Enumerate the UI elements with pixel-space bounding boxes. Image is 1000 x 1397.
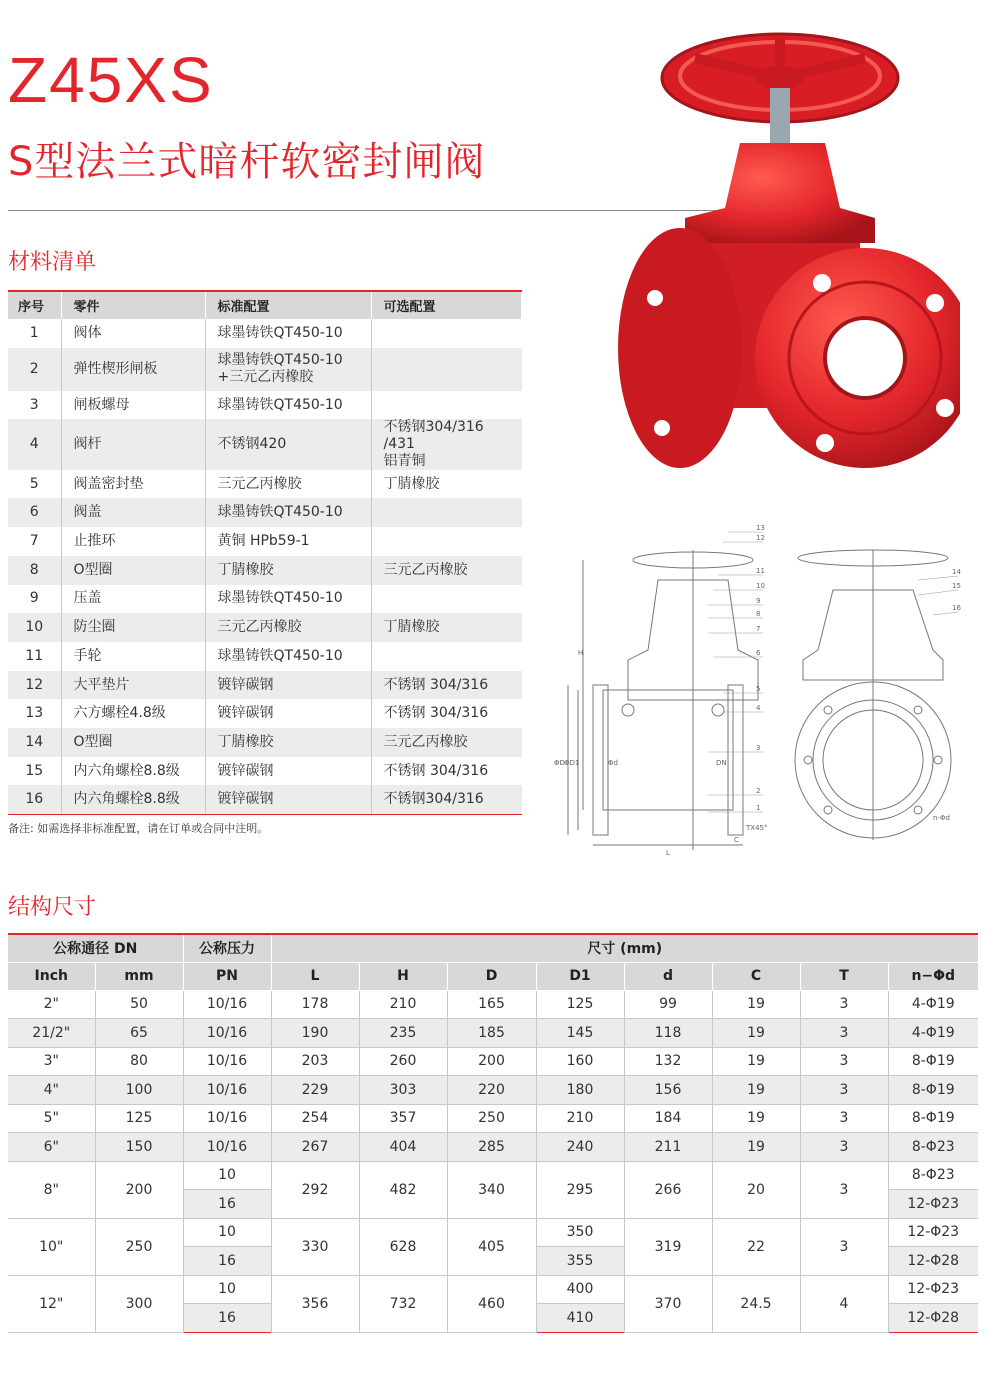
row-standard-line2: +三元乙丙橡胶	[217, 369, 314, 386]
cell-pn: 10/16	[183, 1047, 271, 1076]
cell-c: 22	[712, 1218, 800, 1275]
col-header-t: T	[800, 962, 888, 990]
table-row	[8, 1133, 978, 1162]
drawing-label-7: 7	[756, 625, 761, 633]
table-row	[8, 990, 978, 1019]
drawing-label-3: 3	[756, 744, 761, 752]
cell-inch: 5"	[8, 1104, 95, 1133]
drawing-dim-d1: ΦD1	[564, 759, 580, 767]
cell-d: 250	[447, 1104, 536, 1133]
cell-inch: 3"	[8, 1047, 95, 1076]
cell-pn: 16	[183, 1304, 271, 1333]
drawing-label-11: 11	[756, 567, 765, 575]
cell-h: 404	[359, 1133, 447, 1162]
table-row	[8, 1275, 978, 1304]
row-no: 9	[8, 585, 61, 614]
drawing-dim-n-d: n-Φd	[933, 814, 950, 822]
cell-d: 220	[447, 1076, 536, 1105]
row-part: 阀盖	[61, 498, 205, 527]
col-header-l: L	[271, 962, 359, 990]
col-header-inch: Inch	[8, 962, 95, 990]
materials-header-row	[8, 291, 522, 319]
cell-pn: 16	[183, 1247, 271, 1276]
table-row	[8, 1076, 978, 1105]
row-standard: 三元乙丙橡胶	[205, 613, 371, 642]
drawing-label-8: 8	[756, 610, 761, 618]
cell-small-d: 370	[624, 1275, 712, 1332]
row-no: 14	[8, 728, 61, 757]
cell-n-d: 12-Φ28	[888, 1247, 978, 1276]
cell-mm: 100	[95, 1076, 183, 1105]
cell-mm: 200	[95, 1161, 183, 1218]
cell-inch: 21/2"	[8, 1019, 95, 1048]
row-standard-line1: 球墨铸铁QT450-10	[217, 352, 343, 369]
cell-t: 3	[800, 1076, 888, 1105]
cell-d1: 295	[536, 1161, 624, 1218]
drawing-dim-c: C	[734, 836, 739, 844]
cell-pn: 10/16	[183, 1133, 271, 1162]
table-row	[8, 419, 522, 469]
row-standard: 丁腈橡胶	[205, 556, 371, 585]
row-part: O型圈	[61, 556, 205, 585]
dimensions-group-header-row	[8, 934, 978, 962]
row-no: 8	[8, 556, 61, 585]
cell-mm: 65	[95, 1019, 183, 1048]
product-title: S型法兰式暗杆软密封闸阀	[8, 139, 486, 185]
cell-d: 405	[447, 1218, 536, 1275]
cell-t: 3	[800, 1161, 888, 1218]
cell-c: 20	[712, 1161, 800, 1218]
table-row	[8, 1104, 978, 1133]
col-header-c: C	[712, 962, 800, 990]
dimensions-section-title: 结构尺寸	[8, 895, 97, 920]
cell-pn: 10	[183, 1275, 271, 1304]
cell-n-d: 8-Φ23	[888, 1133, 978, 1162]
cell-small-d: 266	[624, 1161, 712, 1218]
cell-d1: 410	[536, 1304, 624, 1333]
cell-small-d: 156	[624, 1076, 712, 1105]
table-row	[8, 671, 522, 700]
row-no: 15	[8, 757, 61, 786]
table-row	[8, 1047, 978, 1076]
cell-inch: 6"	[8, 1133, 95, 1162]
cell-small-d: 319	[624, 1218, 712, 1275]
row-optional-line2: 铝青铜	[383, 452, 426, 469]
cell-h: 628	[359, 1218, 447, 1275]
cell-d: 185	[447, 1019, 536, 1048]
cell-l: 356	[271, 1275, 359, 1332]
row-part: 闸板螺母	[61, 391, 205, 420]
materials-table	[8, 290, 522, 815]
cell-d1: 145	[536, 1019, 624, 1048]
row-standard: 镀锌碳钢	[205, 699, 371, 728]
drawing-label-6: 6	[756, 649, 761, 657]
col-header-d1: D1	[536, 962, 624, 990]
row-standard	[205, 348, 371, 391]
cell-n-d: 12-Φ28	[888, 1304, 978, 1333]
cell-l: 203	[271, 1047, 359, 1076]
drawing-label-4: 4	[756, 704, 761, 712]
col-header-h: H	[359, 962, 447, 990]
cell-l: 229	[271, 1076, 359, 1105]
row-standard: 球墨铸铁QT450-10	[205, 642, 371, 671]
dimensions-header-row	[8, 962, 978, 990]
row-part: 内六角螺栓8.8级	[61, 785, 205, 814]
cell-c: 19	[712, 1019, 800, 1048]
cell-h: 235	[359, 1019, 447, 1048]
cell-mm: 125	[95, 1104, 183, 1133]
table-row	[8, 757, 522, 786]
cell-l: 330	[271, 1218, 359, 1275]
cell-d: 340	[447, 1161, 536, 1218]
cell-h: 357	[359, 1104, 447, 1133]
drawing-label-16: 16	[952, 604, 961, 612]
cell-t: 4	[800, 1275, 888, 1332]
row-part: 内六角螺栓8.8级	[61, 757, 205, 786]
cell-n-d: 4-Φ19	[888, 1019, 978, 1048]
row-optional: 丁腈橡胶	[371, 613, 522, 642]
cell-d1: 180	[536, 1076, 624, 1105]
cell-d1: 240	[536, 1133, 624, 1162]
cell-l: 178	[271, 990, 359, 1019]
drawing-label-5: 5	[756, 685, 761, 693]
row-optional: 不锈钢 304/316	[383, 705, 489, 722]
table-row	[8, 319, 522, 348]
cell-pn: 10/16	[183, 1076, 271, 1105]
table-row	[8, 348, 522, 391]
cell-t: 3	[800, 1133, 888, 1162]
table-row	[8, 556, 522, 585]
row-standard: 不锈钢420	[205, 419, 371, 469]
cell-n-d: 8-Φ23	[888, 1161, 978, 1190]
cell-h: 260	[359, 1047, 447, 1076]
materials-section-title: 材料清单	[8, 250, 97, 275]
table-row	[8, 498, 522, 527]
cell-c: 24.5	[712, 1275, 800, 1332]
row-standard: 镀锌碳钢	[205, 757, 371, 786]
row-standard: 球墨铸铁QT450-10	[205, 391, 371, 420]
cell-small-d: 184	[624, 1104, 712, 1133]
valve-technical-drawing	[548, 520, 968, 865]
row-no: 12	[8, 671, 61, 700]
cell-l: 267	[271, 1133, 359, 1162]
row-part: 阀盖密封垫	[61, 470, 205, 499]
drawing-label-10: 10	[756, 582, 765, 590]
cell-n-d: 8-Φ19	[888, 1076, 978, 1105]
cell-t: 3	[800, 1047, 888, 1076]
col-header-part: 零件	[61, 291, 205, 319]
cell-c: 19	[712, 990, 800, 1019]
row-standard: 镀锌碳钢	[205, 785, 371, 814]
cell-d1: 350	[536, 1218, 624, 1247]
table-row	[8, 613, 522, 642]
cell-pn: 10	[183, 1218, 271, 1247]
row-optional: 三元乙丙橡胶	[371, 556, 522, 585]
row-part: 阀杆	[61, 419, 205, 469]
col-header-d: D	[447, 962, 536, 990]
model-number: Z45XS	[8, 44, 214, 116]
col-header-pn: PN	[183, 962, 271, 990]
row-no: 16	[8, 785, 61, 814]
cell-d1: 125	[536, 990, 624, 1019]
cell-pn: 10/16	[183, 990, 271, 1019]
cell-c: 19	[712, 1133, 800, 1162]
row-part: 防尘圈	[61, 613, 205, 642]
cell-l: 190	[271, 1019, 359, 1048]
cell-n-d: 12-Φ23	[888, 1190, 978, 1219]
col-header-no: 序号	[8, 291, 61, 319]
cell-t: 3	[800, 1104, 888, 1133]
row-part: 弹性楔形闸板	[61, 348, 205, 391]
valve-product-photo	[600, 18, 960, 503]
cell-inch: 2"	[8, 990, 95, 1019]
cell-mm: 150	[95, 1133, 183, 1162]
col-header-standard: 标准配置	[205, 291, 371, 319]
row-standard: 球墨铸铁QT450-10	[205, 585, 371, 614]
cell-n-d: 8-Φ19	[888, 1047, 978, 1076]
drawing-dim-h: H	[578, 649, 584, 657]
group-header-pn: 公称压力	[183, 934, 271, 962]
row-part: 六方螺栓4.8级	[61, 699, 205, 728]
group-header-dn: 公称通径 DN	[8, 934, 183, 962]
table-row	[8, 585, 522, 614]
table-row	[8, 1019, 978, 1048]
col-header-small-d: d	[624, 962, 712, 990]
cell-d: 285	[447, 1133, 536, 1162]
table-row	[8, 470, 522, 499]
row-optional	[371, 642, 522, 671]
cell-small-d: 132	[624, 1047, 712, 1076]
cell-pn: 10/16	[183, 1019, 271, 1048]
row-optional: 丁腈橡胶	[383, 475, 440, 492]
row-optional	[371, 527, 522, 556]
row-no: 13	[8, 699, 61, 728]
drawing-dim-small-d: Φd	[608, 759, 618, 767]
row-no: 7	[8, 527, 61, 556]
cell-h: 303	[359, 1076, 447, 1105]
row-optional	[371, 585, 522, 614]
cell-h: 732	[359, 1275, 447, 1332]
cell-mm: 250	[95, 1218, 183, 1275]
cell-d: 200	[447, 1047, 536, 1076]
cell-inch: 10"	[8, 1218, 95, 1275]
row-optional: 不锈钢 304/316	[383, 762, 489, 779]
row-standard: 丁腈橡胶	[205, 728, 371, 757]
group-header-size: 尺寸 (mm)	[271, 934, 978, 962]
row-optional: 不锈钢304/316	[371, 785, 522, 814]
materials-note: 备注: 如需选择非标准配置，请在订单或合同中注明。	[8, 822, 269, 835]
row-optional: 三元乙丙橡胶	[371, 728, 522, 757]
row-no: 10	[8, 613, 61, 642]
drawing-label-15: 15	[952, 582, 961, 590]
row-standard: 镀锌碳钢	[205, 671, 371, 700]
cell-d1: 400	[536, 1275, 624, 1304]
cell-n-d: 12-Φ23	[888, 1275, 978, 1304]
row-standard: 黄铜 HPb59-1	[205, 527, 371, 556]
cell-n-d: 4-Φ19	[888, 990, 978, 1019]
drawing-label-13: 13	[756, 524, 765, 532]
drawing-label-14: 14	[952, 568, 961, 576]
row-optional: 不锈钢 304/316	[371, 671, 522, 700]
row-no: 3	[8, 391, 61, 420]
row-optional	[371, 419, 522, 469]
cell-c: 19	[712, 1104, 800, 1133]
row-optional-line1: 不锈钢304/316 /431	[383, 419, 484, 453]
drawing-dim-dn: DN	[716, 759, 727, 767]
cell-l: 292	[271, 1161, 359, 1218]
cell-c: 19	[712, 1047, 800, 1076]
row-no: 4	[8, 419, 61, 469]
cell-mm: 50	[95, 990, 183, 1019]
row-no: 11	[8, 642, 61, 671]
table-row	[8, 1161, 978, 1190]
table-row	[8, 1218, 978, 1247]
drawing-label-12: 12	[756, 534, 765, 542]
drawing-dim-tx45: TX45°	[746, 824, 768, 832]
cell-small-d: 211	[624, 1133, 712, 1162]
row-no: 5	[8, 470, 61, 499]
cell-pn: 10	[183, 1161, 271, 1190]
cell-inch: 8"	[8, 1161, 95, 1218]
cell-small-d: 118	[624, 1019, 712, 1048]
row-optional	[371, 498, 522, 527]
row-part: 压盖	[61, 585, 205, 614]
cell-h: 482	[359, 1161, 447, 1218]
cell-l: 254	[271, 1104, 359, 1133]
cell-mm: 300	[95, 1275, 183, 1332]
cell-inch: 4"	[8, 1076, 95, 1105]
row-no: 1	[8, 319, 61, 348]
row-part: 大平垫片	[61, 671, 205, 700]
table-row	[8, 699, 522, 728]
drawing-label-1: 1	[756, 804, 761, 812]
cell-n-d: 8-Φ19	[888, 1104, 978, 1133]
row-no: 2	[8, 348, 61, 391]
cell-inch: 12"	[8, 1275, 95, 1332]
cell-small-d: 99	[624, 990, 712, 1019]
col-header-n-d: n−Φd	[888, 962, 978, 990]
cell-pn: 16	[183, 1190, 271, 1219]
cell-t: 3	[800, 1218, 888, 1275]
row-part: 阀体	[61, 319, 205, 348]
cell-d1: 160	[536, 1047, 624, 1076]
cell-d1: 210	[536, 1104, 624, 1133]
dimensions-table	[8, 933, 978, 1333]
cell-pn: 10/16	[183, 1104, 271, 1133]
row-part: 手轮	[61, 642, 205, 671]
row-part: O型圈	[61, 728, 205, 757]
cell-d1: 355	[536, 1247, 624, 1276]
row-optional	[371, 348, 522, 391]
col-header-mm: mm	[95, 962, 183, 990]
cell-c: 19	[712, 1076, 800, 1105]
cell-t: 3	[800, 1019, 888, 1048]
row-optional	[371, 319, 522, 348]
cell-d: 165	[447, 990, 536, 1019]
table-row	[8, 527, 522, 556]
row-standard: 三元乙丙橡胶	[205, 470, 371, 499]
col-header-optional: 可选配置	[371, 291, 522, 319]
table-row	[8, 642, 522, 671]
cell-h: 210	[359, 990, 447, 1019]
row-optional	[371, 391, 522, 420]
row-no: 6	[8, 498, 61, 527]
drawing-label-2: 2	[756, 787, 761, 795]
table-row	[8, 785, 522, 814]
drawing-label-9: 9	[756, 597, 761, 605]
table-row	[8, 391, 522, 420]
row-part: 止推环	[61, 527, 205, 556]
cell-d: 460	[447, 1275, 536, 1332]
cell-mm: 80	[95, 1047, 183, 1076]
table-row	[8, 728, 522, 757]
row-standard: 球墨铸铁QT450-10	[205, 319, 371, 348]
drawing-dim-d: ΦD	[554, 759, 565, 767]
cell-t: 3	[800, 990, 888, 1019]
row-standard: 球墨铸铁QT450-10	[205, 498, 371, 527]
drawing-dim-l: L	[666, 849, 670, 857]
cell-n-d: 12-Φ23	[888, 1218, 978, 1247]
